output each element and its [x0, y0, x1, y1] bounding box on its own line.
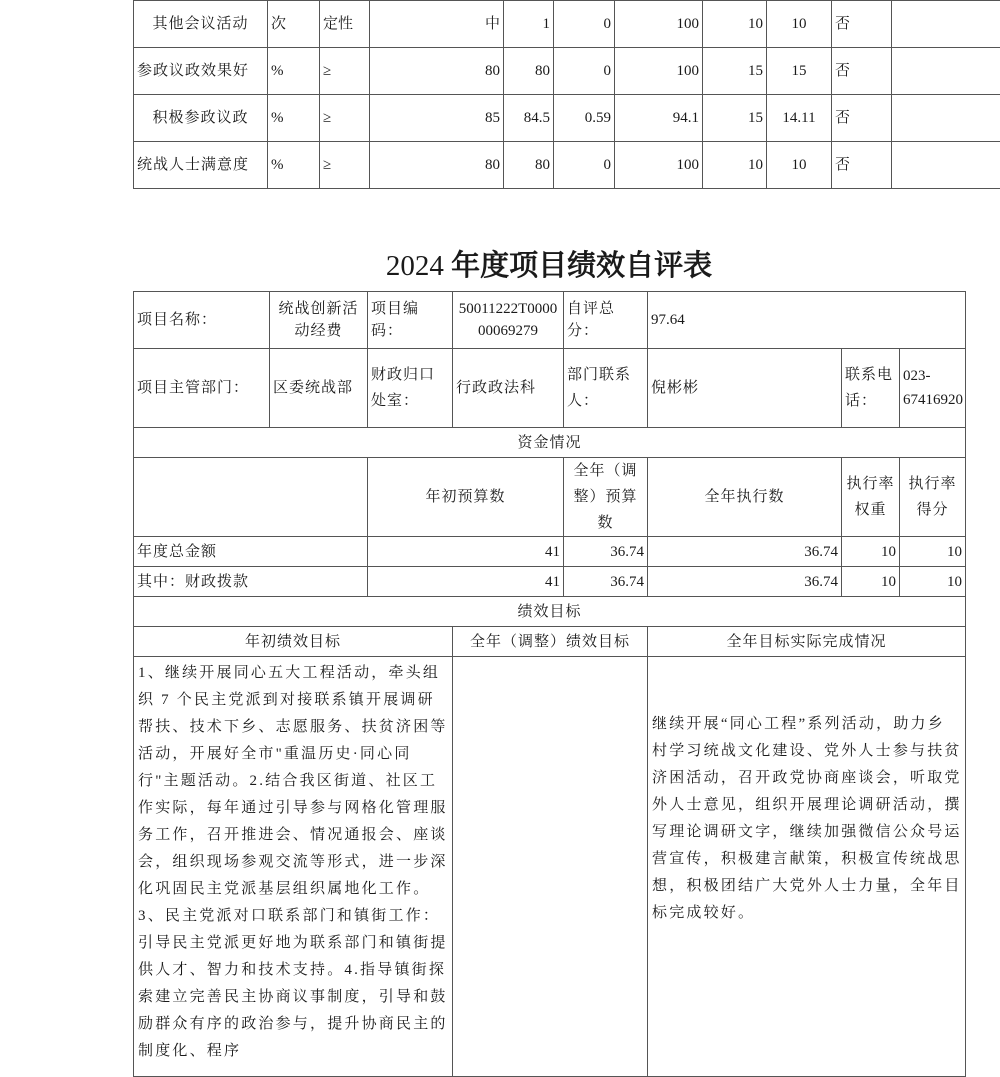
page-title: [0, 243, 1000, 284]
contact-person-value: 倪彬彬: [648, 349, 842, 428]
indicator-score: 15: [767, 48, 832, 95]
funds-row-executed: 36.74: [648, 537, 842, 567]
indicator-deviation: 0: [554, 142, 615, 189]
funds-row: [134, 567, 966, 597]
funds-row-label: 其中：财政拨款: [134, 567, 368, 597]
actual-completion-text: 继续开展“同心工程”系列活动，助力乡村学习统战文化建设、党外人士参与扶贫济困活动，召开政党协商座谈会，听取党外人士意见，组织开展理论调研活动，撰写理论调研文字，继续加强微信公众号运营宣传，积极建言献策，积极宣传统战思想，积极团结广大党外人士力量，全年目标完成较好。: [648, 657, 966, 1077]
indicator-unit: %: [268, 48, 320, 95]
indicator-weight: 15: [703, 48, 767, 95]
finance-office-value: 行政政法科: [453, 349, 564, 428]
indicator-type: ≥: [320, 95, 370, 142]
project-name-label: 项目名称：: [134, 292, 270, 349]
funds-header-score: 执行率得分: [900, 458, 966, 537]
indicator-row: [134, 48, 1000, 95]
indicator-target: 中: [370, 1, 504, 48]
indicator-actual: 1: [504, 1, 554, 48]
indicator-target: 80: [370, 142, 504, 189]
indicator-actual: 84.5: [504, 95, 554, 142]
funds-header-row: [134, 458, 966, 537]
indicator-completion: 94.1: [615, 95, 703, 142]
project-code-label: 项目编码：: [368, 292, 453, 349]
indicator-row: [134, 95, 1000, 142]
indicator-corrected: 否: [832, 95, 892, 142]
indicator-unit: %: [268, 142, 320, 189]
project-row-2: [134, 349, 966, 428]
initial-goal-text: 1、继续开展同心五大工程活动，牵头组织 7 个民主党派到对接联系镇开展调研帮扶、技术下乡、志愿服务、扶贫济困等活动，开展好全市"重温历史·同心同行"主题活动。2.结合我区街道、社区工作实际，每年通过引导参与网格化管理服务工作，召开推进会、情况通报会、座谈会，组织现场参观交流等形式，进一步深化巩固民主党派基层组织属地化工作。3、民主党派对口联系部门和镇街工作：引导民主党派更好地为联系部门和镇街提供人才、智力和技术支持。4.指导镇街探索建立完善民主协商议事制度，引导和鼓励群众有序的政治参与，提升协商民主的制度化、程序: [134, 657, 453, 1077]
indicator-unit: %: [268, 95, 320, 142]
indicator-table: [133, 0, 1000, 189]
indicator-weight: 10: [703, 142, 767, 189]
phone-value: 023-67416920: [900, 349, 966, 428]
indicator-row: [134, 142, 1000, 189]
funds-row: [134, 537, 966, 567]
indicator-weight: 15: [703, 95, 767, 142]
funds-header-executed: 全年执行数: [648, 458, 842, 537]
self-evaluation-table: [133, 291, 966, 1077]
project-name-value: 统战创新活动经费: [270, 292, 368, 349]
indicator-deviation: 0: [554, 1, 615, 48]
indicator-score: 10: [767, 1, 832, 48]
funds-row-adjusted: 36.74: [564, 567, 648, 597]
indicator-unit: 次: [268, 1, 320, 48]
funds-header-blank: [134, 458, 368, 537]
funds-header-initial: 年初预算数: [368, 458, 564, 537]
indicator-completion: 100: [615, 48, 703, 95]
funds-row-initial: 41: [368, 537, 564, 567]
funds-header-weight: 执行率权重: [842, 458, 900, 537]
funds-row-weight: 10: [842, 567, 900, 597]
indicator-completion: 100: [615, 1, 703, 48]
funds-row-executed: 36.74: [648, 567, 842, 597]
indicator-remark: [892, 142, 1000, 189]
title-year: 2024: [386, 250, 444, 282]
indicator-name: 统战人士满意度: [134, 142, 268, 189]
title-text: 年度项目绩效自评表: [444, 250, 712, 282]
indicator-actual: 80: [504, 48, 554, 95]
finance-office-label: 财政归口处室：: [368, 349, 453, 428]
indicator-actual: 80: [504, 142, 554, 189]
funds-section-title: 资金情况: [134, 428, 966, 458]
goals-header-adjusted: 全年（调整）绩效目标: [453, 627, 648, 657]
indicator-type: ≥: [320, 142, 370, 189]
indicator-score: 14.11: [767, 95, 832, 142]
indicator-row: [134, 1, 1000, 48]
funds-row-label: 年度总金额: [134, 537, 368, 567]
indicator-target: 85: [370, 95, 504, 142]
indicator-type: 定性: [320, 1, 370, 48]
funds-row-weight: 10: [842, 537, 900, 567]
adjusted-goal-text: [453, 657, 648, 1077]
funds-row-score: 10: [900, 537, 966, 567]
project-code-value: 50011222T000000069279: [453, 292, 564, 349]
funds-header-adjusted: 全年（调整）预算数: [564, 458, 648, 537]
indicator-completion: 100: [615, 142, 703, 189]
indicator-corrected: 否: [832, 1, 892, 48]
indicator-remark: [892, 95, 1000, 142]
indicator-deviation: 0.59: [554, 95, 615, 142]
indicator-name: 积极参政议政: [134, 95, 268, 142]
goals-header-row: [134, 627, 966, 657]
goals-header-actual: 全年目标实际完成情况: [648, 627, 966, 657]
funds-row-initial: 41: [368, 567, 564, 597]
indicator-target: 80: [370, 48, 504, 95]
funds-row-score: 10: [900, 567, 966, 597]
indicator-score: 10: [767, 142, 832, 189]
contact-person-label: 部门联系人：: [564, 349, 648, 428]
indicator-deviation: 0: [554, 48, 615, 95]
indicator-name: 参政议政效果好: [134, 48, 268, 95]
goals-header-initial: 年初绩效目标: [134, 627, 453, 657]
indicator-corrected: 否: [832, 142, 892, 189]
indicator-remark: [892, 48, 1000, 95]
indicator-name: 其他会议活动: [134, 1, 268, 48]
self-score-value: 97.64: [648, 292, 966, 349]
goals-content-row: [134, 657, 966, 1077]
phone-label: 联系电话：: [842, 349, 900, 428]
dept-value: 区委统战部: [270, 349, 368, 428]
goals-section-title: 绩效目标: [134, 597, 966, 627]
indicator-type: ≥: [320, 48, 370, 95]
dept-label: 项目主管部门：: [134, 349, 270, 428]
project-row-1: [134, 292, 966, 349]
indicator-weight: 10: [703, 1, 767, 48]
indicator-corrected: 否: [832, 48, 892, 95]
self-score-label: 自评总分：: [564, 292, 648, 349]
indicator-remark: [892, 1, 1000, 48]
funds-row-adjusted: 36.74: [564, 537, 648, 567]
